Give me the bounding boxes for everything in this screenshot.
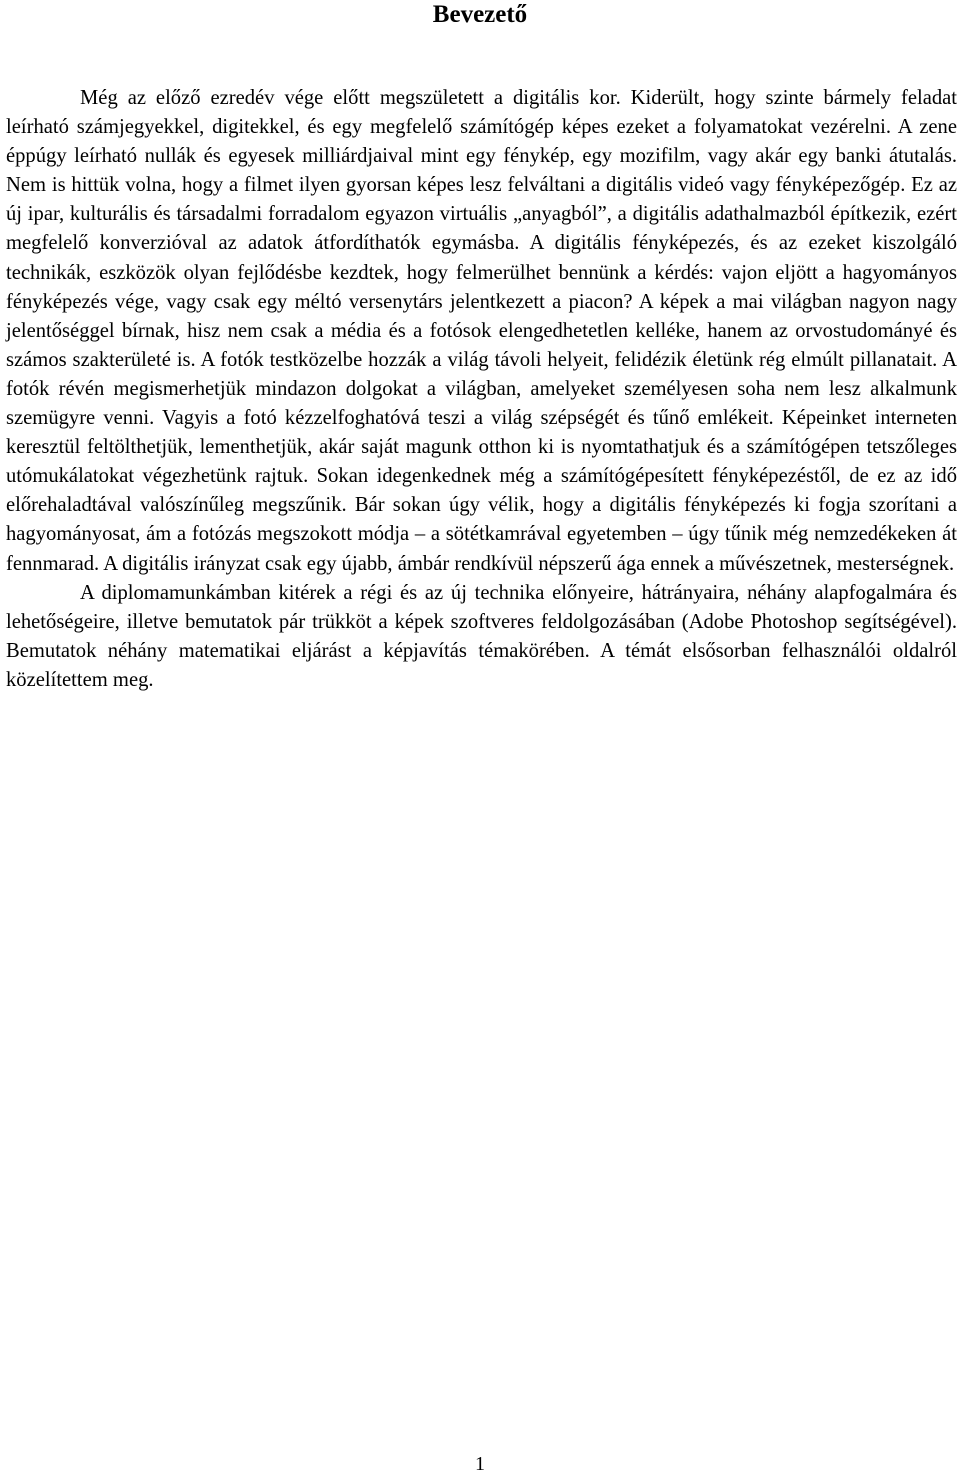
page-number: 1 bbox=[475, 1453, 485, 1475]
body-text bbox=[6, 84, 957, 695]
page-title: Bevezető bbox=[432, 1, 528, 28]
paragraph-intro: Még az előző ezredév vége előtt megszületett a digitális kor. Kiderült, hogy szinte bármely feladat leírható számjegyekkel, digitekkel, és egy megfelelő számítógép képes ezeket a folyamatokat vezérelni. A zene éppúgy leírható nullák és egyesek milliárdjaival mint egy fénykép, egy mozifilm, vagy akár egy banki átutalás. Nem is hittük volna, hogy a filmet ilyen gyorsan képes lesz felváltani a digitális videó vagy fényképezőgép. Ez az új ipar, kulturális és társadalmi forradalom egyazon virtuális „anyagból”, a digitális adathalmazból építkezik, ezért megfelelő konverzióval az adatok átfordíthatók egymásba. A digitális fényképezés, és az ezeket kiszolgáló technikák, eszközök olyan fejlődésbe kezdtek, hogy felmerülhet bennünk a kérdés: vajon eljött a hagyományos fényképezés vége, vagy csak egy méltó versenytárs jelentkezett a piacon? A képek a mai világban nagyon nagy jelentőséggel bírnak, hisz nem csak a média és a fotósok elengedhetetlen kelléke, hanem az orvostudományé és számos szakterületé is. A fotók testközelbe hozzák a világ távoli helyeit, felidézik életünk rég elmúlt pillanatait. A fotók révén megismerhetjük mindazon dolgokat a világban, amelyeket személyesen soha nem lesz alkalmunk szemügyre venni. Vagyis a fotó kézzelfoghatóvá teszi a világ szépségét és tűnő emlékeit. Képeinket interneten keresztül feltölthetjük, lementhetjük, akár saját magunk otthon ki is nyomtathatjuk és a számítógépen tetszőleges utómukálatokat végezhetünk rajtuk. Sokan idegenkednek még a számítógépesített fényképezéstől, de ez az idő előrehaladtával valószínűleg megszűnik. Bár sokan úgy vélik, hogy a digitális fényképezés ki fogja szorítani a hagyományosat, ám a fotózás megszokott módja – a sötétkamrával egyetemben – úgy tűnik még nemzedékeken át fennmarad. A digitális irányzat csak egy újabb, ámbár rendkívül népszerű ága ennek a művészetnek, mesterségnek. bbox=[6, 87, 957, 575]
paragraph-thesis-overview: A diplomamunkámban kitérek a régi és az új technika előnyeire, hátrányaira, néhány alapfogalmára és lehetőségeire, illetve bemutatok pár trükköt a képek szoftveres feldolgozásában (Adobe Photoshop segítségével). Bemutatok néhány matematikai eljárást a képjavítás témakörében. A témát elsősorban felhasználói oldalról közelítettem meg. bbox=[6, 581, 957, 691]
